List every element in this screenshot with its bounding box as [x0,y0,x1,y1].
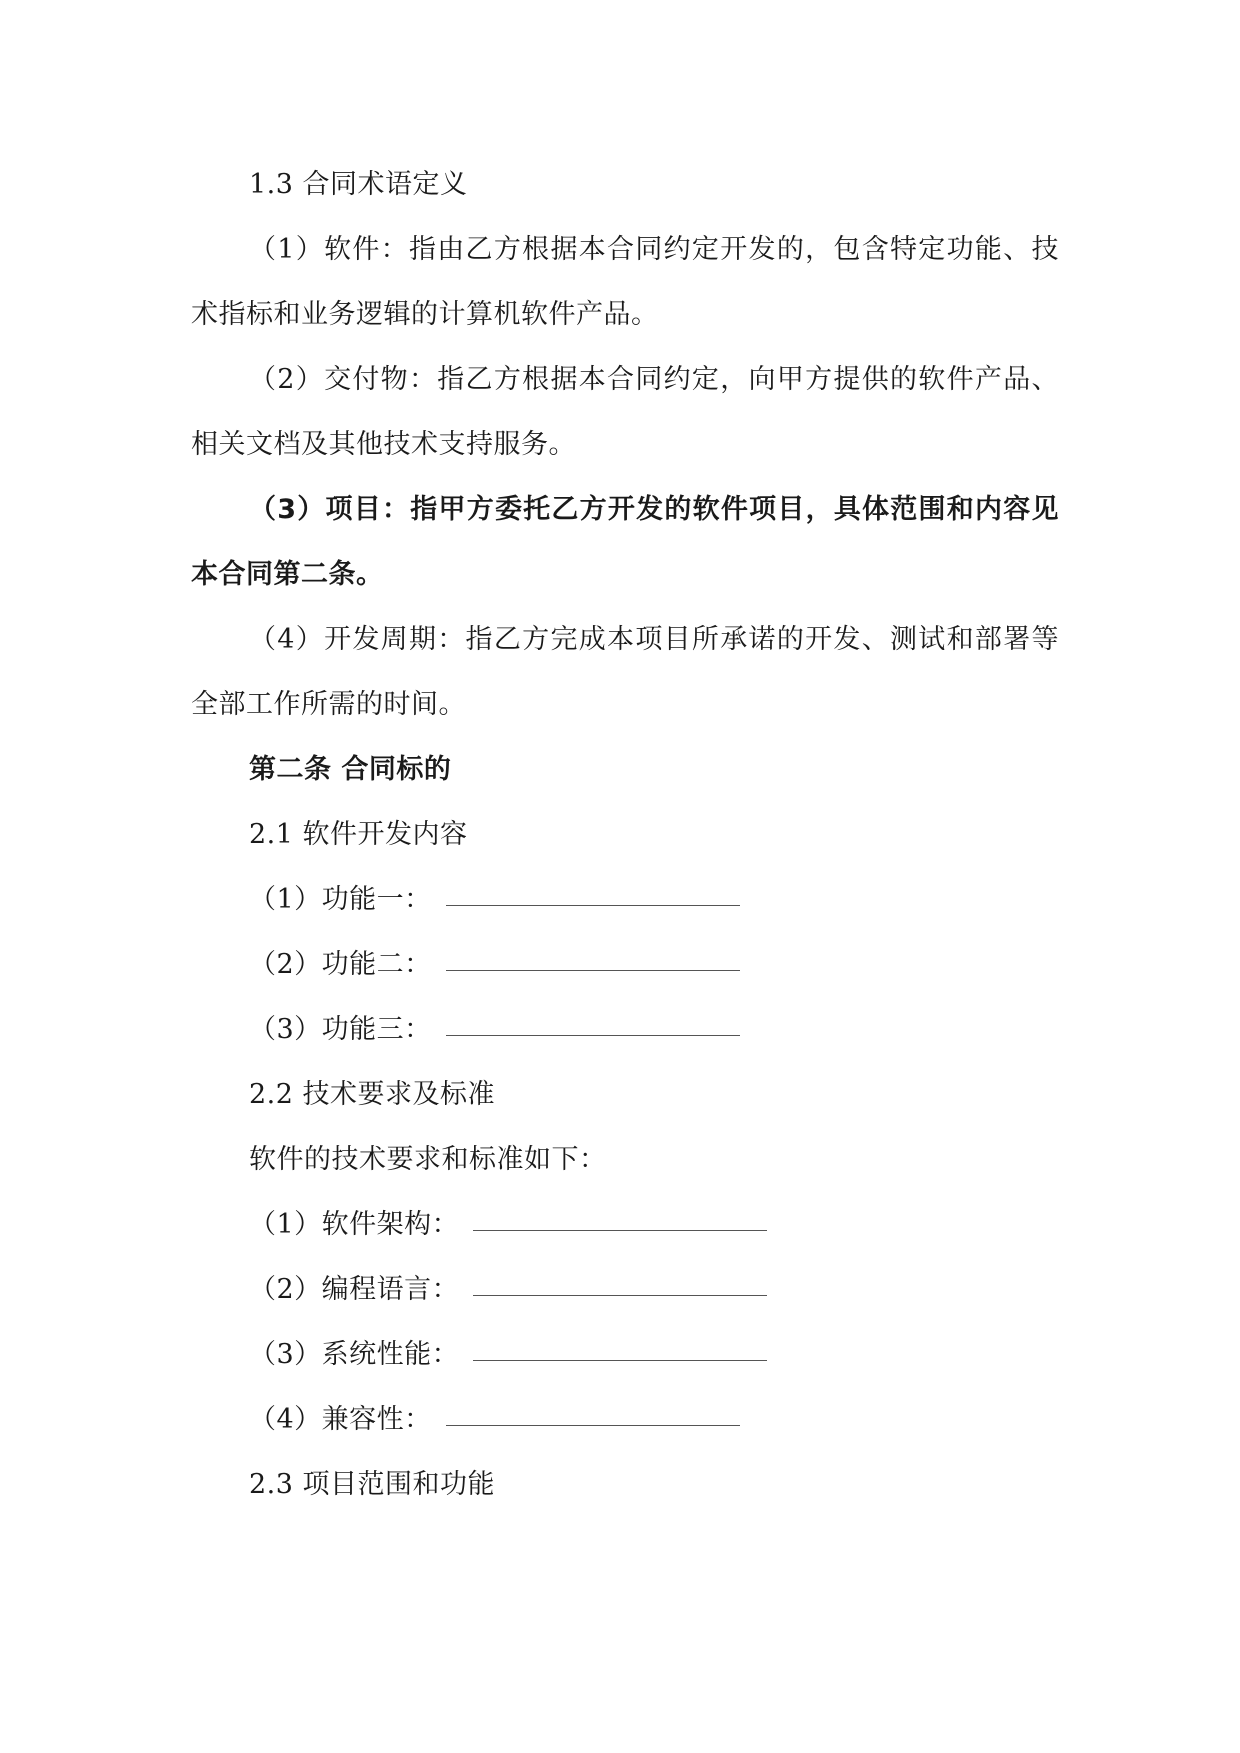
definition-deliverables: （2）交付物：指乙方根据本合同约定，向甲方提供的软件产品、相关文档及其他技术支持服务。 [191,364,1059,460]
fill-in-blank[interactable] [446,904,740,906]
field-software-architecture [191,1192,1059,1257]
field-label: （1）软件架构： [249,1209,460,1240]
field-system-performance [191,1322,1059,1387]
field-label: （2）功能二： [249,949,432,980]
fill-in-blank[interactable] [473,1229,767,1231]
definition-software: （1）软件：指由乙方根据本合同约定开发的，包含特定功能、技术指标和业务逻辑的计算机软件产品。 [191,234,1059,330]
definition-development-period: （4）开发周期：指乙方完成本项目所承诺的开发、测试和部署等全部工作所需的时间。 [191,624,1059,720]
field-function-1 [191,867,1059,932]
field-label: （1）功能一： [249,884,432,915]
section-2-2-intro: 软件的技术要求和标准如下： [249,1144,607,1175]
article-2-heading: 第二条 合同标的 [249,754,452,785]
field-label: （2）编程语言： [249,1274,460,1305]
field-label: （3）系统性能： [249,1339,460,1370]
definition-project: （3）项目：指甲方委托乙方开发的软件项目，具体范围和内容见本合同第二条。 [191,494,1059,590]
fill-in-blank[interactable] [473,1359,767,1361]
fill-in-blank[interactable] [446,969,740,971]
field-label: （4）兼容性： [249,1404,432,1435]
fill-in-blank[interactable] [473,1294,767,1296]
fill-in-blank[interactable] [446,1034,740,1036]
field-function-2 [191,932,1059,997]
field-compatibility [191,1387,1059,1452]
document-page [191,152,1059,1517]
section-heading-2-2: 2.2 技术要求及标准 [249,1079,496,1110]
fill-in-blank[interactable] [446,1424,740,1426]
field-programming-language [191,1257,1059,1322]
section-heading-1-3: 1.3 合同术语定义 [249,169,468,200]
section-heading-2-3: 2.3 项目范围和功能 [249,1469,496,1500]
field-function-3 [191,997,1059,1062]
field-label: （3）功能三： [249,1014,432,1045]
section-heading-2-1: 2.1 软件开发内容 [249,819,468,850]
